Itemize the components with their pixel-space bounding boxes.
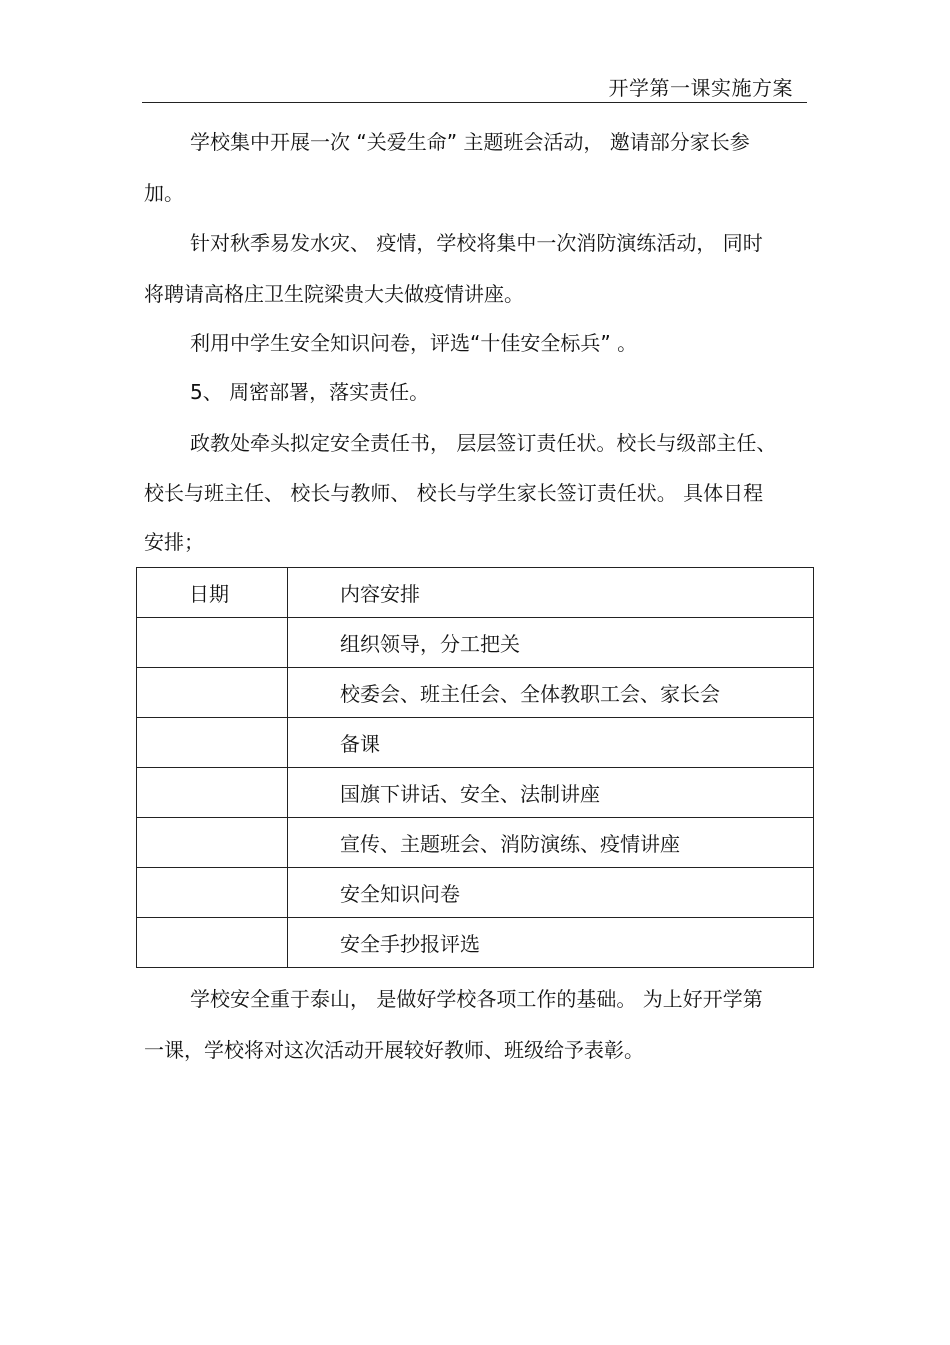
paragraph-6-line-1: 学校安全重于泰山， 是做好学校各项工作的基础。 为上好开学第 bbox=[190, 987, 763, 1011]
row-date bbox=[137, 668, 288, 718]
paragraph-2-line-1: 针对秋季易发水灾、 疫情，学校将集中一次消防演练活动， 同时 bbox=[190, 231, 763, 255]
row-date bbox=[137, 868, 288, 918]
row-content: 安全知识问卷 bbox=[288, 868, 814, 918]
row-content: 备课 bbox=[288, 718, 814, 768]
table-row bbox=[137, 818, 814, 868]
table-row bbox=[137, 918, 814, 968]
table-row bbox=[137, 718, 814, 768]
row-content: 组织领导，分工把关 bbox=[288, 618, 814, 668]
paragraph-5-line-1: 政教处牵头拟定安全责任书， 层层签订责任状。校长与级部主任、 bbox=[190, 431, 777, 455]
row-content: 安全手抄报评选 bbox=[288, 918, 814, 968]
row-date bbox=[137, 918, 288, 968]
section-heading-5: 5、 周密部署，落实责任。 bbox=[190, 380, 430, 404]
paragraph-1-line-1: 学校集中开展一次 “关爱生命” 主题班会活动， 邀请部分家长参 bbox=[190, 130, 750, 154]
row-date bbox=[137, 618, 288, 668]
paragraph-6-line-2: 一课，学校将对这次活动开展较好教师、班级给予表彰。 bbox=[144, 1038, 644, 1062]
page-header bbox=[142, 70, 807, 103]
table-header-row bbox=[137, 568, 814, 618]
row-content: 校委会、班主任会、全体教职工会、家长会 bbox=[288, 668, 814, 718]
paragraph-2-line-2: 将聘请高格庄卫生院梁贵大夫做疫情讲座。 bbox=[144, 282, 524, 306]
table-row bbox=[137, 868, 814, 918]
row-content: 宣传、主题班会、消防演练、疫情讲座 bbox=[288, 818, 814, 868]
row-content: 国旗下讲话、安全、法制讲座 bbox=[288, 768, 814, 818]
row-date bbox=[137, 718, 288, 768]
paragraph-5-line-2: 校长与班主任、 校长与教师、 校长与学生家长签订责任状。 具体日程 bbox=[144, 481, 764, 505]
paragraph-5-line-3: 安排； bbox=[144, 530, 204, 554]
paragraph-3-line-1: 利用中学生安全知识问卷，评选“十佳安全标兵” 。 bbox=[190, 331, 638, 355]
table-row bbox=[137, 768, 814, 818]
header-date: 日期 bbox=[137, 568, 288, 618]
header-content: 内容安排 bbox=[288, 568, 814, 618]
document-title: 开学第一课实施方案 bbox=[608, 76, 793, 100]
row-date bbox=[137, 818, 288, 868]
schedule-table bbox=[136, 567, 814, 968]
table-row bbox=[137, 668, 814, 718]
paragraph-1-line-2: 加。 bbox=[144, 181, 184, 205]
table-row bbox=[137, 618, 814, 668]
row-date bbox=[137, 768, 288, 818]
